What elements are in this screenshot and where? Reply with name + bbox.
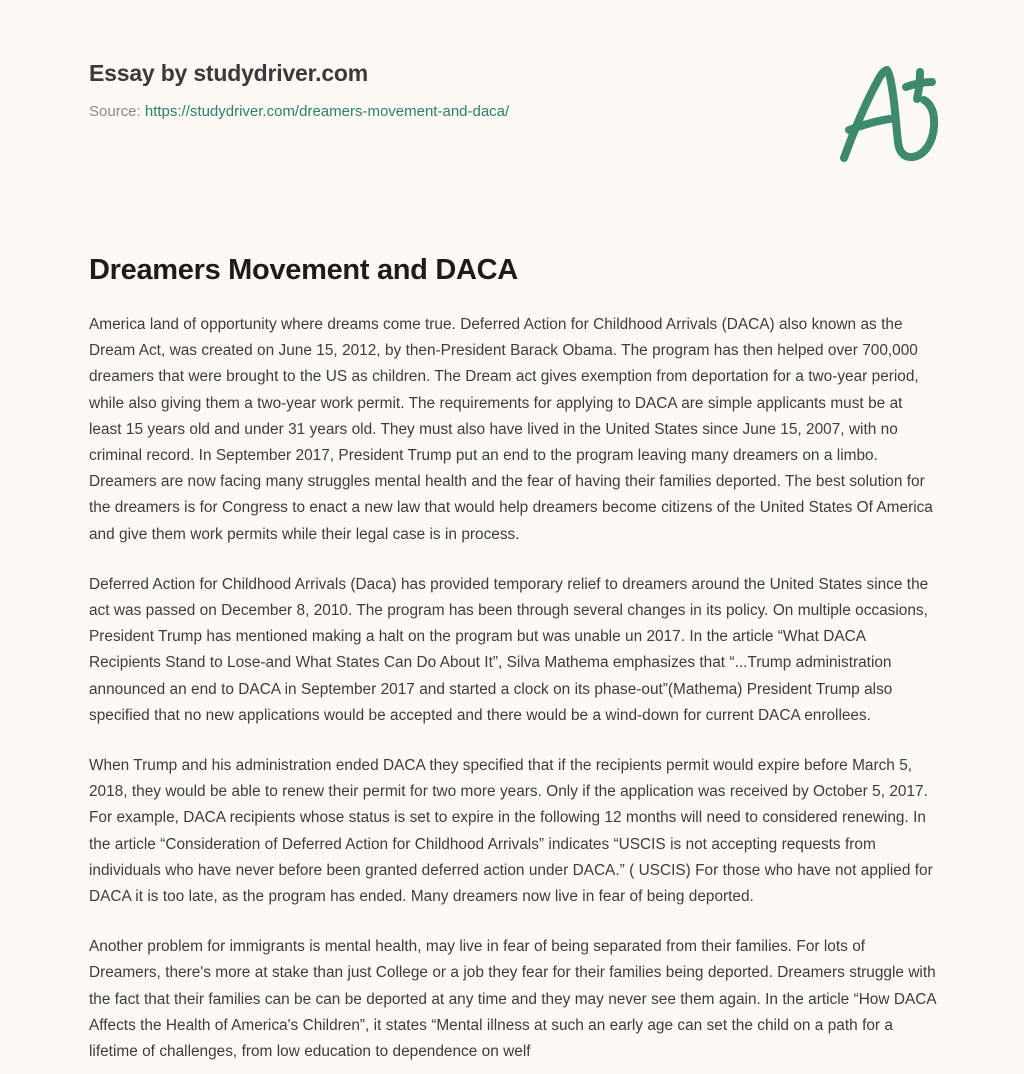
body-paragraph: America land of opportunity where dreams come true. Deferred Action for Childhood Arrivals (DACA) also known as the Dream Act, was created on June 15, 2012, by then-President Barack Obama. The program has then helped over 700,000 dreamers that were brought to the US as children. The Dream act gives exemption from deportation for a two-year period, while also giving them a two-year work permit. The requirements for applying to DACA are simple applicants must be at least 15 years old and under 31 years old. They must also have lived in the United States since June 15, 2007, with no criminal record. In September 2017, President Trump put an end to the program leaving many dreamers on a limbo. Dreamers are now facing many struggles mental health and the fear of having their families deported. The best solution for the dreamers is for Congress to enact a new law that would help dreamers become citizens of the United States Of America and give them work permits while their legal case is in process. bbox=[89, 316, 933, 543]
source-label: Source: bbox=[89, 102, 141, 120]
source-line bbox=[89, 102, 954, 122]
body-paragraph: When Trump and his administration ended DACA they specified that if the recipients permit would expire before March 5, 2018, they would be able to renew their permit for two more years. Only if the application was received by October 5, 2017. For example, DACA recipients whose status is set to expire in the following 12 months will need to considered renewing. In the article “Consideration of Deferred Action for Childhood Arrivals” indicates “USCIS is not accepting requests from individuals who have never before been granted deferred action under DACA.” ( USCIS) For those who have not applied for DACA it is too late, as the program has ended. Many dreamers now live in fear of being deported. bbox=[89, 757, 933, 906]
document-header bbox=[89, 60, 954, 180]
body-paragraph: Another problem for immigrants is mental health, may live in fear of being separated from their families. For lots of Dreamers, there's more at stake than just College or a job they fear for their families being deported. Dreamers struggle with the fact that their families can be can be deported at any time and they may never see them again. In the article “How DACA Affects the Health of America's Children”, it states “Mental illness at such an early age can set the child on a path for a lifetime of challenges, from low education to dependence on welf bbox=[89, 938, 936, 1061]
a-plus-logo-icon bbox=[832, 58, 950, 170]
source-url-link[interactable]: https://studydriver.com/dreamers-movement-and-daca/ bbox=[144, 102, 510, 120]
document-body bbox=[89, 312, 937, 1074]
body-paragraph: Deferred Action for Childhood Arrivals (Daca) has provided temporary relief to dreamers around the United States since the act was passed on December 8, 2010. The program has been through several changes in its policy. On multiple occasions, President Trump has mentioned making a halt on the program but was unable un 2017. In the article “What DACA Recipients Stand to Lose-and What States Can Do About It”, Silva Mathema emphasizes that “...Trump administration announced an end to DACA in September 2017 and started a clock on its phase-out”(Mathema) President Trump also specified that no new applications would be accepted and there would be a wind-down for current DACA enrollees. bbox=[89, 575, 929, 724]
essay-byline: Essay by studydriver.com bbox=[89, 60, 369, 86]
page-title: Dreamers Movement and DACA bbox=[89, 254, 518, 286]
